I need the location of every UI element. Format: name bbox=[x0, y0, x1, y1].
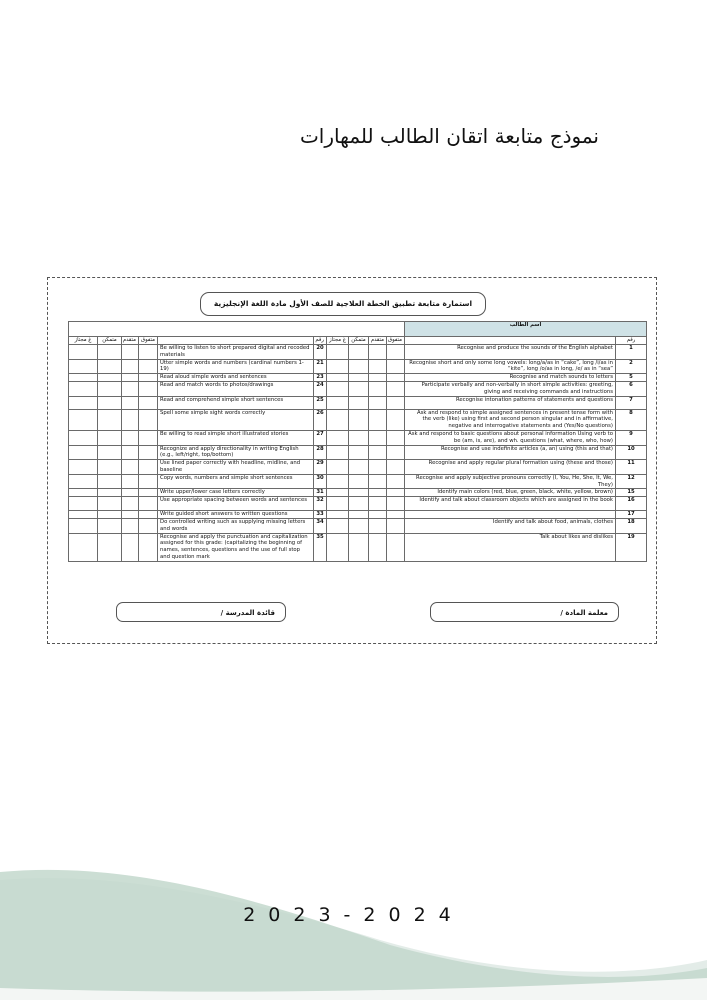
skill-number-left: 30 bbox=[314, 474, 327, 489]
proficient-cell[interactable] bbox=[349, 409, 369, 430]
column-header-row bbox=[69, 337, 647, 345]
excellent-cell[interactable] bbox=[139, 533, 158, 561]
excellent-cell[interactable] bbox=[139, 409, 158, 430]
advanced-cell[interactable] bbox=[122, 409, 139, 430]
proficient-cell[interactable] bbox=[98, 430, 122, 445]
excellent-cell[interactable] bbox=[139, 381, 158, 396]
skill-number-left: 29 bbox=[314, 460, 327, 475]
advanced-cell[interactable] bbox=[122, 533, 139, 561]
advanced-cell[interactable] bbox=[122, 430, 139, 445]
needs-support-cell[interactable] bbox=[327, 381, 349, 396]
table-row bbox=[69, 430, 647, 445]
excellent-cell[interactable] bbox=[387, 430, 405, 445]
advanced-cell[interactable] bbox=[122, 474, 139, 489]
teacher-signature-box: معلمة المادة / bbox=[430, 602, 619, 622]
table-row bbox=[69, 460, 647, 475]
proficient-cell[interactable] bbox=[349, 430, 369, 445]
proficient-cell[interactable] bbox=[98, 497, 122, 511]
skill-number-left: 20 bbox=[314, 345, 327, 360]
skill-text-right: Recognise and apply subjective pronouns correctly (I, You, He, She, It, We, They) bbox=[405, 474, 616, 489]
skill-text-left: Recognise and apply the punctuation and capitalization assigned for this grade: (capitalizing the beginning of names, sentences, questions and the use of full stop and question mark bbox=[158, 533, 314, 561]
proficient-cell[interactable] bbox=[349, 489, 369, 497]
advanced-cell[interactable] bbox=[122, 396, 139, 409]
advanced-cell[interactable] bbox=[369, 474, 387, 489]
proficient-cell[interactable] bbox=[349, 396, 369, 409]
advanced-cell[interactable] bbox=[369, 374, 387, 382]
excellent-cell[interactable] bbox=[387, 518, 405, 533]
table-row bbox=[69, 474, 647, 489]
proficient-cell[interactable] bbox=[349, 445, 369, 460]
col-num-right: رقم bbox=[616, 337, 647, 345]
skill-number-right: 6 bbox=[616, 381, 647, 396]
skill-number-right: 2 bbox=[616, 359, 647, 374]
skill-number-left: 23 bbox=[314, 374, 327, 382]
skill-number-right: 7 bbox=[616, 396, 647, 409]
table-row bbox=[69, 396, 647, 409]
skill-text-left: Be willing to listen to short prepared digital and recoded materials bbox=[158, 345, 314, 360]
skill-text-left: Read and match words to photos/drawings bbox=[158, 381, 314, 396]
needs-support-cell[interactable] bbox=[327, 396, 349, 409]
excellent-cell[interactable] bbox=[387, 489, 405, 497]
skill-number-right: 10 bbox=[616, 445, 647, 460]
needs-support-cell[interactable] bbox=[69, 489, 98, 497]
skill-number-right: 11 bbox=[616, 460, 647, 475]
excellent-cell[interactable] bbox=[387, 359, 405, 374]
skill-number-left: 26 bbox=[314, 409, 327, 430]
excellent-cell[interactable] bbox=[139, 489, 158, 497]
col-needs-support-right: غ مجتاز bbox=[327, 337, 349, 345]
advanced-cell[interactable] bbox=[369, 430, 387, 445]
col-skill-right bbox=[405, 337, 616, 345]
skill-text-left: Be willing to read simple short illustrated stories bbox=[158, 430, 314, 445]
needs-support-cell[interactable] bbox=[69, 497, 98, 511]
col-skill-left bbox=[158, 337, 314, 345]
needs-support-cell[interactable] bbox=[69, 511, 98, 519]
excellent-cell[interactable] bbox=[139, 396, 158, 409]
needs-support-cell[interactable] bbox=[69, 381, 98, 396]
skill-text-left: Use lined paper correctly with headline, midline, and baseline bbox=[158, 460, 314, 475]
skill-text-left: Do controlled writing such as supplying missing letters and words bbox=[158, 518, 314, 533]
advanced-cell[interactable] bbox=[122, 445, 139, 460]
table-row bbox=[69, 381, 647, 396]
background-wave bbox=[0, 860, 707, 1000]
needs-support-cell[interactable] bbox=[69, 460, 98, 475]
excellent-cell[interactable] bbox=[139, 445, 158, 460]
advanced-cell[interactable] bbox=[122, 460, 139, 475]
needs-support-cell[interactable] bbox=[327, 430, 349, 445]
excellent-cell[interactable] bbox=[387, 474, 405, 489]
skill-text-left: Read and comprehend simple short sentences bbox=[158, 396, 314, 409]
advanced-cell[interactable] bbox=[369, 533, 387, 561]
needs-support-cell[interactable] bbox=[327, 409, 349, 430]
excellent-cell[interactable] bbox=[139, 518, 158, 533]
skill-number-right: 5 bbox=[616, 374, 647, 382]
needs-support-cell[interactable] bbox=[69, 359, 98, 374]
excellent-cell[interactable] bbox=[139, 497, 158, 511]
advanced-cell[interactable] bbox=[369, 497, 387, 511]
advanced-cell[interactable] bbox=[122, 374, 139, 382]
proficient-cell[interactable] bbox=[98, 374, 122, 382]
excellent-cell[interactable] bbox=[139, 374, 158, 382]
advanced-cell[interactable] bbox=[369, 511, 387, 519]
needs-support-cell[interactable] bbox=[69, 409, 98, 430]
skill-text-right: Identify main colors (red, blue, green, black, white, yellow, brown) bbox=[405, 489, 616, 497]
proficient-cell[interactable] bbox=[98, 396, 122, 409]
needs-support-cell[interactable] bbox=[69, 430, 98, 445]
skill-text-left: Read aloud simple words and sentences bbox=[158, 374, 314, 382]
skill-number-left: 25 bbox=[314, 396, 327, 409]
needs-support-cell[interactable] bbox=[69, 396, 98, 409]
skill-text-left: Write upper/lower case letters correctly bbox=[158, 489, 314, 497]
skill-number-left: 31 bbox=[314, 489, 327, 497]
skill-number-right: 15 bbox=[616, 489, 647, 497]
skill-number-right: 12 bbox=[616, 474, 647, 489]
skill-text-right: Talk about likes and dislikes bbox=[405, 533, 616, 561]
table-row bbox=[69, 489, 647, 497]
proficient-cell[interactable] bbox=[98, 381, 122, 396]
table-row bbox=[69, 374, 647, 382]
table-row bbox=[69, 518, 647, 533]
needs-support-cell[interactable] bbox=[327, 374, 349, 382]
advanced-cell[interactable] bbox=[369, 445, 387, 460]
skill-text-left: Recognize and apply directionality in writing English (e.g., left/right, top/bottom) bbox=[158, 445, 314, 460]
proficient-cell[interactable] bbox=[349, 533, 369, 561]
needs-support-cell[interactable] bbox=[69, 445, 98, 460]
page-title: نموذج متابعة اتقان الطالب للمهارات bbox=[299, 124, 599, 148]
needs-support-cell[interactable] bbox=[327, 533, 349, 561]
advanced-cell[interactable] bbox=[122, 489, 139, 497]
skill-number-left: 35 bbox=[314, 533, 327, 561]
skill-text-left: Utter simple words and numbers (cardinal numbers 1-19) bbox=[158, 359, 314, 374]
skill-number-right: 8 bbox=[616, 409, 647, 430]
advanced-cell[interactable] bbox=[122, 381, 139, 396]
proficient-cell[interactable] bbox=[349, 359, 369, 374]
skill-number-right: 16 bbox=[616, 497, 647, 511]
needs-support-cell[interactable] bbox=[69, 518, 98, 533]
col-proficient-left: متمكن bbox=[98, 337, 122, 345]
proficient-cell[interactable] bbox=[98, 474, 122, 489]
needs-support-cell[interactable] bbox=[69, 345, 98, 360]
wave-dark bbox=[0, 870, 707, 1000]
proficient-cell[interactable] bbox=[98, 533, 122, 561]
skill-text-right: Ask and respond to basic questions about personal information Using verb to be (am, is, are), and wh. questions (what, where, who, how) bbox=[405, 430, 616, 445]
excellent-cell[interactable] bbox=[387, 374, 405, 382]
skill-text-right: Recognise and match sounds to letters bbox=[405, 374, 616, 382]
skill-number-right: 1 bbox=[616, 345, 647, 360]
skill-number-right: 17 bbox=[616, 511, 647, 519]
skill-number-left: 21 bbox=[314, 359, 327, 374]
proficient-cell[interactable] bbox=[98, 409, 122, 430]
needs-support-cell[interactable] bbox=[327, 489, 349, 497]
excellent-cell[interactable] bbox=[139, 345, 158, 360]
skills-table bbox=[68, 321, 647, 562]
excellent-cell[interactable] bbox=[387, 381, 405, 396]
excellent-cell[interactable] bbox=[387, 511, 405, 519]
skill-number-left: 28 bbox=[314, 445, 327, 460]
advanced-cell[interactable] bbox=[369, 409, 387, 430]
blank-header-cell bbox=[69, 322, 405, 337]
excellent-cell[interactable] bbox=[139, 430, 158, 445]
proficient-cell[interactable] bbox=[98, 511, 122, 519]
table-row bbox=[69, 445, 647, 460]
excellent-cell[interactable] bbox=[387, 533, 405, 561]
skill-text-right: Recognise short and only some long vowels: long/a/as in “cake”, long /i/as in “kite”, long /o/as in long, /e/ as in “sea” bbox=[405, 359, 616, 374]
advanced-cell[interactable] bbox=[122, 359, 139, 374]
excellent-cell[interactable] bbox=[387, 445, 405, 460]
excellent-cell[interactable] bbox=[139, 511, 158, 519]
needs-support-cell[interactable] bbox=[327, 359, 349, 374]
advanced-cell[interactable] bbox=[369, 345, 387, 360]
skill-text-right: Identify and talk about classroom objects which are assigned in the book bbox=[405, 497, 616, 511]
assessment-form bbox=[47, 277, 657, 644]
needs-support-cell[interactable] bbox=[69, 374, 98, 382]
table-row bbox=[69, 359, 647, 374]
col-excellent-left: متفوق bbox=[139, 337, 158, 345]
skill-text-left: Spell some simple sight words correctly bbox=[158, 409, 314, 430]
table-row bbox=[69, 511, 647, 519]
excellent-cell[interactable] bbox=[139, 460, 158, 475]
proficient-cell[interactable] bbox=[98, 359, 122, 374]
skill-text-right: Identify and talk about food, animals, clothes bbox=[405, 518, 616, 533]
form-title: استمارة متابعة تطبيق الخطة العلاجية للصف الأول مادة اللغة الإنجليزية bbox=[200, 292, 486, 316]
skill-text-right: Recognise and use indefinite articles (a, an) using (this and that) bbox=[405, 445, 616, 460]
table-row bbox=[69, 409, 647, 430]
excellent-cell[interactable] bbox=[387, 345, 405, 360]
skill-number-left: 34 bbox=[314, 518, 327, 533]
skill-number-left: 24 bbox=[314, 381, 327, 396]
skill-text-left: Use appropriate spacing between words and sentences bbox=[158, 497, 314, 511]
proficient-cell[interactable] bbox=[349, 518, 369, 533]
needs-support-cell[interactable] bbox=[69, 474, 98, 489]
proficient-cell[interactable] bbox=[98, 489, 122, 497]
advanced-cell[interactable] bbox=[369, 460, 387, 475]
principal-signature-box: قائدة المدرسة / bbox=[116, 602, 286, 622]
col-advanced-left: متقدم bbox=[122, 337, 139, 345]
advanced-cell[interactable] bbox=[122, 345, 139, 360]
student-name-header: اسم الطالب bbox=[405, 322, 647, 337]
col-num-left: رقم bbox=[314, 337, 327, 345]
skill-text-right: Recognise intonation patterns of statements and questions bbox=[405, 396, 616, 409]
advanced-cell[interactable] bbox=[369, 359, 387, 374]
proficient-cell[interactable] bbox=[98, 460, 122, 475]
excellent-cell[interactable] bbox=[139, 474, 158, 489]
proficient-cell[interactable] bbox=[349, 460, 369, 475]
col-proficient-right: متمكن bbox=[349, 337, 369, 345]
excellent-cell[interactable] bbox=[139, 359, 158, 374]
advanced-cell[interactable] bbox=[122, 518, 139, 533]
needs-support-cell[interactable] bbox=[327, 345, 349, 360]
skill-text-left: Write guided short answers to written questions bbox=[158, 511, 314, 519]
table-row bbox=[69, 497, 647, 511]
proficient-cell[interactable] bbox=[349, 345, 369, 360]
table-title-row bbox=[69, 322, 647, 337]
needs-support-cell[interactable] bbox=[327, 497, 349, 511]
advanced-cell[interactable] bbox=[369, 381, 387, 396]
advanced-cell[interactable] bbox=[369, 518, 387, 533]
proficient-cell[interactable] bbox=[98, 345, 122, 360]
skill-number-left: 33 bbox=[314, 511, 327, 519]
excellent-cell[interactable] bbox=[387, 460, 405, 475]
proficient-cell[interactable] bbox=[98, 445, 122, 460]
advanced-cell[interactable] bbox=[122, 497, 139, 511]
proficient-cell[interactable] bbox=[349, 511, 369, 519]
col-advanced-right: متقدم bbox=[369, 337, 387, 345]
skill-number-right: 19 bbox=[616, 533, 647, 561]
skill-number-right: 9 bbox=[616, 430, 647, 445]
skill-number-left: 27 bbox=[314, 430, 327, 445]
skill-number-left: 32 bbox=[314, 497, 327, 511]
skill-number-right: 18 bbox=[616, 518, 647, 533]
skill-text-right bbox=[405, 511, 616, 519]
excellent-cell[interactable] bbox=[387, 497, 405, 511]
excellent-cell[interactable] bbox=[387, 396, 405, 409]
skill-text-right: Recognise and produce the sounds of the English alphabet bbox=[405, 345, 616, 360]
advanced-cell[interactable] bbox=[369, 489, 387, 497]
skill-text-right: Participate verbally and non-verbally in short simple activities: greeting, giving and receiving commands and instructions bbox=[405, 381, 616, 396]
col-needs-support-left: غ مجتاز bbox=[69, 337, 98, 345]
table-row bbox=[69, 345, 647, 360]
needs-support-cell[interactable] bbox=[327, 474, 349, 489]
skill-text-right: Recognise and apply regular plural formation using (these and those) bbox=[405, 460, 616, 475]
table-row bbox=[69, 533, 647, 561]
needs-support-cell[interactable] bbox=[327, 511, 349, 519]
advanced-cell[interactable] bbox=[122, 511, 139, 519]
col-excellent-right: متفوق bbox=[387, 337, 405, 345]
needs-support-cell[interactable] bbox=[327, 445, 349, 460]
advanced-cell[interactable] bbox=[369, 396, 387, 409]
needs-support-cell[interactable] bbox=[69, 533, 98, 561]
needs-support-cell[interactable] bbox=[327, 518, 349, 533]
skill-text-right: Ask and respond to simple assigned sentences in present tense form with the verb (like) using first and second person singular and in affirmative, negative and interrogative statements and (Yes/No questions) bbox=[405, 409, 616, 430]
academic-year: 2023-2024 bbox=[243, 904, 464, 926]
proficient-cell[interactable] bbox=[349, 474, 369, 489]
skill-text-left: Copy words, numbers and simple short sentences bbox=[158, 474, 314, 489]
proficient-cell[interactable] bbox=[98, 518, 122, 533]
proficient-cell[interactable] bbox=[349, 497, 369, 511]
needs-support-cell[interactable] bbox=[327, 460, 349, 475]
excellent-cell[interactable] bbox=[387, 409, 405, 430]
proficient-cell[interactable] bbox=[349, 374, 369, 382]
proficient-cell[interactable] bbox=[349, 381, 369, 396]
